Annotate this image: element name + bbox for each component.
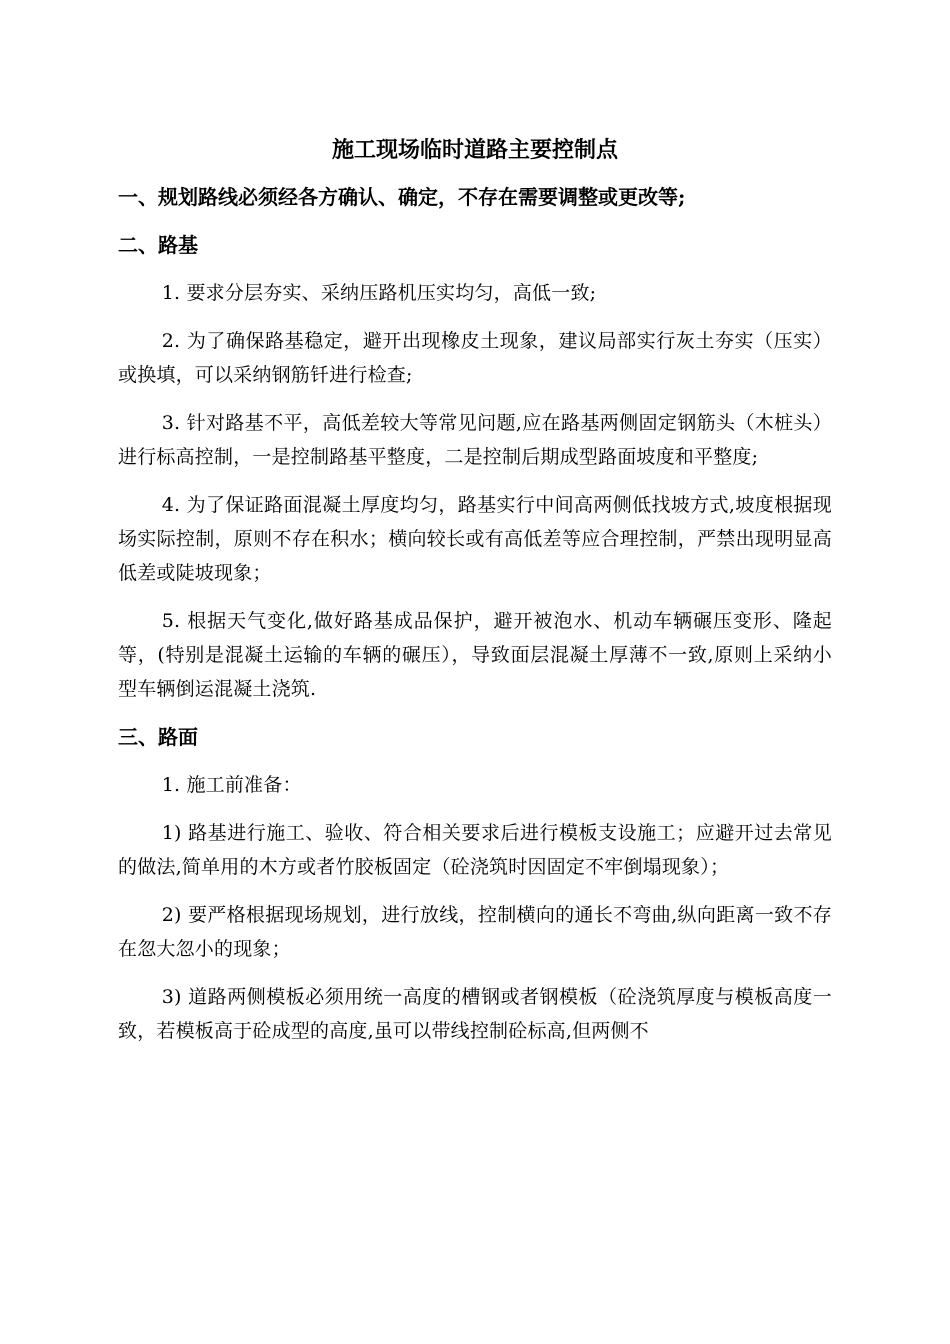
section-heading-1: 一、规划路线必须经各方确认、确定，不存在需要调整或更改等; xyxy=(118,185,686,209)
section-heading-2: 二、路基 xyxy=(118,233,198,257)
paragraph: 1. 施工前准备： xyxy=(161,774,302,796)
paragraph: 2) 要严格根据现场规划，进行放线，控制横向的通长不弯曲,纵向距离一致不存在忽大忽小的现象； xyxy=(118,904,832,960)
paragraph: 3. 针对路基不平，高低差较大等常见问题,应在路基两侧固定钢筋头（木桩头）进行标高控制，一是控制路基平整度，二是控制后期成型路面坡度和平整度; xyxy=(118,412,832,468)
document-title: 施工现场临时道路主要控制点 xyxy=(331,137,618,163)
document-page xyxy=(118,130,832,1062)
paragraph: 1. 要求分层夯实、采纳压路机压实均匀，高低一致; xyxy=(161,282,597,304)
paragraph: 2. 为了确保路基稳定，避开出现橡皮土现象，建议局部实行灰土夯实（压实）或换填，可以采纳钢筋钎进行检查; xyxy=(118,330,832,386)
paragraph: 5. 根据天气变化,做好路基成品保护，避开被泡水、机动车辆碾压变形、隆起等，(特别是混凝土运输的车辆的碾压），导致面层混凝土厚薄不一致,原则上采纳小型车辆倒运混凝土浇筑. xyxy=(118,610,832,700)
paragraph: 1) 路基进行施工、验收、符合相关要求后进行模板支设施工；应避开过去常见的做法,简单用的木方或者竹胶板固定（砼浇筑时因固定不牢倒塌现象）； xyxy=(118,822,832,878)
paragraph: 3) 道路两侧模板必须用统一高度的槽钢或者钢模板（砼浇筑厚度与模板高度一致，若模板高于砼成型的高度,虽可以带线控制砼标高,但两侧不 xyxy=(118,986,832,1042)
paragraph: 4. 为了保证路面混凝土厚度均匀，路基实行中间高两侧低找坡方式,坡度根据现场实际控制，原则不存在积水；横向较长或有高低差等应合理控制，严禁出现明显高低差或陡坡现象； xyxy=(118,494,832,584)
section-heading-3: 三、路面 xyxy=(118,725,198,749)
